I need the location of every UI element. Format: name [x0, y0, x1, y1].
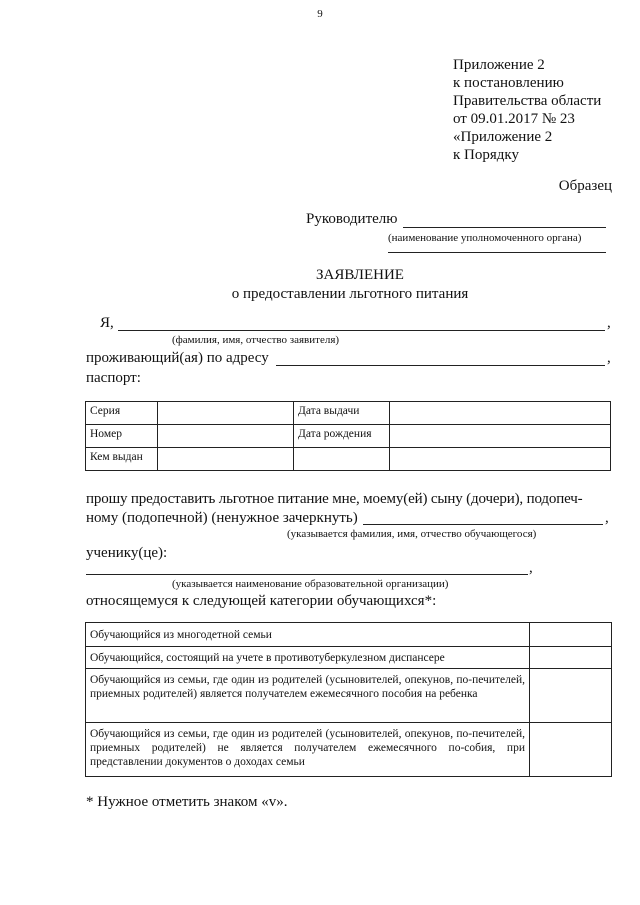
- document-title: ЗАЯВЛЕНИЕ: [316, 267, 404, 283]
- addressee-label: Руководителю: [306, 211, 398, 227]
- series-field[interactable]: [158, 402, 294, 425]
- category-text: Обучающийся из многодетной семьи: [86, 623, 530, 647]
- organization-line[interactable]: [86, 574, 528, 575]
- category-checkbox[interactable]: [530, 647, 612, 669]
- applicant-caption: (фамилия, имя, отчество заявителя): [172, 334, 340, 346]
- category-text: Обучающийся из семьи, где один из родителей (усыновителей, опекунов, по-печителей, приемных родителей) не является получателем ежемесячного по-собия, при представлении документов о доходах семьи: [86, 723, 530, 777]
- student-name-line[interactable]: [363, 524, 603, 525]
- table-row: [86, 448, 611, 471]
- addressee-caption: (наименование уполномоченного органа): [388, 232, 582, 244]
- table-row: [86, 647, 612, 669]
- sample-label: Образец: [558, 178, 612, 194]
- issued-by-field[interactable]: [158, 448, 294, 471]
- header-line-3: Правительства области: [453, 93, 602, 109]
- category-checkbox[interactable]: [530, 723, 612, 777]
- passport-table: [85, 401, 611, 471]
- table-row: [86, 425, 611, 448]
- applicant-suffix: ,: [607, 315, 611, 331]
- address-input-line[interactable]: [276, 365, 605, 366]
- address-label: проживающий(ая) по адресу: [86, 350, 269, 366]
- addressee-extra-line[interactable]: [388, 252, 606, 253]
- table-row: [86, 669, 612, 723]
- issued-by-field-3[interactable]: [390, 448, 611, 471]
- request-line-1: прошу предоставить льготное питание мне, моему(ей) сыну (дочери), подопеч-: [86, 491, 583, 507]
- category-text: Обучающийся, состоящий на учете в противотуберкулезном диспансере: [86, 647, 530, 669]
- issue-date-label: Дата выдачи: [294, 402, 390, 425]
- header-line-6: к Порядку: [453, 147, 519, 163]
- header-line-4: от 09.01.2017 № 23: [453, 111, 575, 127]
- issue-date-field[interactable]: [390, 402, 611, 425]
- organization-caption: (указывается наименование образовательной организации): [172, 578, 449, 590]
- series-label: Серия: [86, 402, 158, 425]
- issued-by-field-2[interactable]: [294, 448, 390, 471]
- table-row: [86, 623, 612, 647]
- request-line-2: ному (подопечной) (ненужное зачеркнуть): [86, 510, 358, 526]
- issued-by-label: Кем выдан: [86, 448, 158, 471]
- document-subtitle: о предоставлении льготного питания: [231, 286, 469, 302]
- category-checkbox[interactable]: [530, 623, 612, 647]
- footnote: * Нужное отметить знаком «v».: [86, 794, 288, 810]
- address-suffix: ,: [607, 350, 611, 366]
- categories-table: [85, 622, 612, 777]
- header-line-2: к постановлению: [453, 75, 564, 91]
- request-line-2-suffix: ,: [605, 510, 609, 526]
- addressee-input-line[interactable]: [403, 227, 606, 228]
- organization-suffix: ,: [529, 560, 533, 576]
- birth-date-field[interactable]: [390, 425, 611, 448]
- category-label: относящемуся к следующей категории обучающихся*:: [86, 593, 437, 609]
- category-text: Обучающийся из семьи, где один из родителей (усыновителей, опекунов, по-печителей, приемных родителей) является получателем ежемесячного пособия на ребенка: [86, 669, 530, 723]
- page-number: 9: [317, 8, 323, 20]
- birth-date-label: Дата рождения: [294, 425, 390, 448]
- student-label: ученику(це):: [86, 545, 168, 561]
- number-field[interactable]: [158, 425, 294, 448]
- passport-label: паспорт:: [86, 370, 141, 386]
- header-line-1: Приложение 2: [453, 57, 545, 73]
- number-label: Номер: [86, 425, 158, 448]
- category-checkbox[interactable]: [530, 669, 612, 723]
- header-line-5: «Приложение 2: [453, 129, 553, 145]
- student-caption: (указывается фамилия, имя, отчество обучающегося): [287, 528, 537, 540]
- table-row: [86, 723, 612, 777]
- applicant-name-line[interactable]: [118, 330, 605, 331]
- applicant-prefix: Я,: [100, 315, 114, 331]
- table-row: [86, 402, 611, 425]
